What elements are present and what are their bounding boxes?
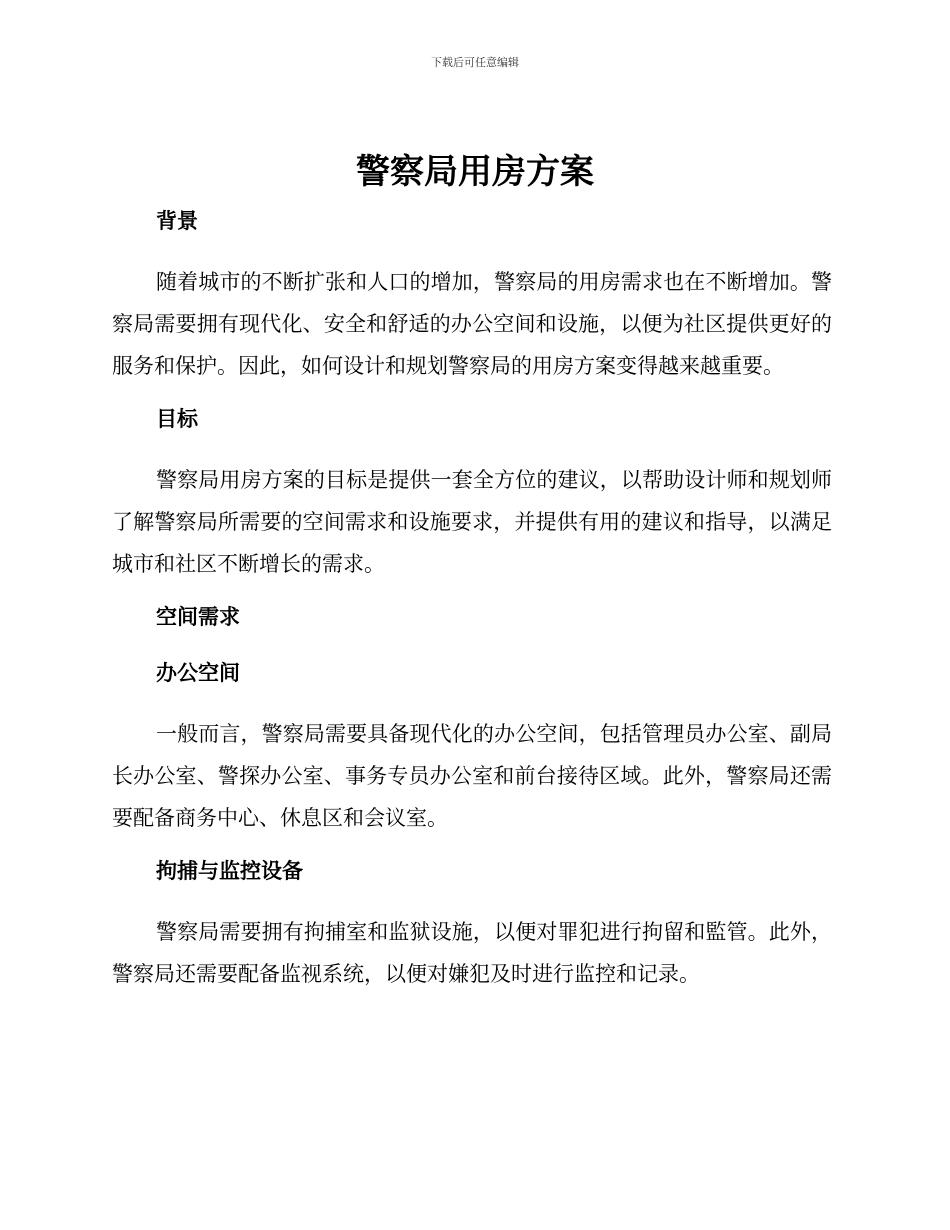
section-paragraph-goal: 警察局用房方案的目标是提供一套全方位的建议，以帮助设计师和规划师了解警察局所需要的空间需求和设施要求，并提供有用的建议和指导，以满足城市和社区不断增长的需求。 (112, 468, 832, 576)
section-heading-office-space: 办公空间 (156, 661, 240, 685)
section-heading-detention-monitoring: 拘捕与监控设备 (156, 859, 303, 883)
section-heading-goal: 目标 (156, 407, 198, 431)
header-note: 下载后可任意编辑 (431, 56, 519, 69)
document-title: 警察局用房方案 (356, 152, 594, 192)
section-paragraph-office-space: 一般而言，警察局需要具备现代化的办公空间，包括管理员办公室、副局长办公室、警探办公室、事务专员办公室和前台接待区域。此外，警察局还需要配备商务中心、休息区和会议室。 (112, 722, 832, 830)
section-heading-space-requirements: 空间需求 (156, 605, 240, 629)
section-heading-background: 背景 (156, 209, 198, 233)
section-paragraph-background: 随着城市的不断扩张和人口的增加，警察局的用房需求也在不断增加。警察局需要拥有现代化、安全和舒适的办公空间和设施，以便为社区提供更好的服务和保护。因此，如何设计和规划警察局的用房方案变得越来越重要。 (112, 270, 832, 378)
section-paragraph-detention-monitoring: 警察局需要拥有拘捕室和监狱设施，以便对罪犯进行拘留和監管。此外，警察局还需要配备监视系统，以便对嫌犯及时进行监控和记录。 (112, 920, 832, 986)
document-body (112, 205, 832, 995)
